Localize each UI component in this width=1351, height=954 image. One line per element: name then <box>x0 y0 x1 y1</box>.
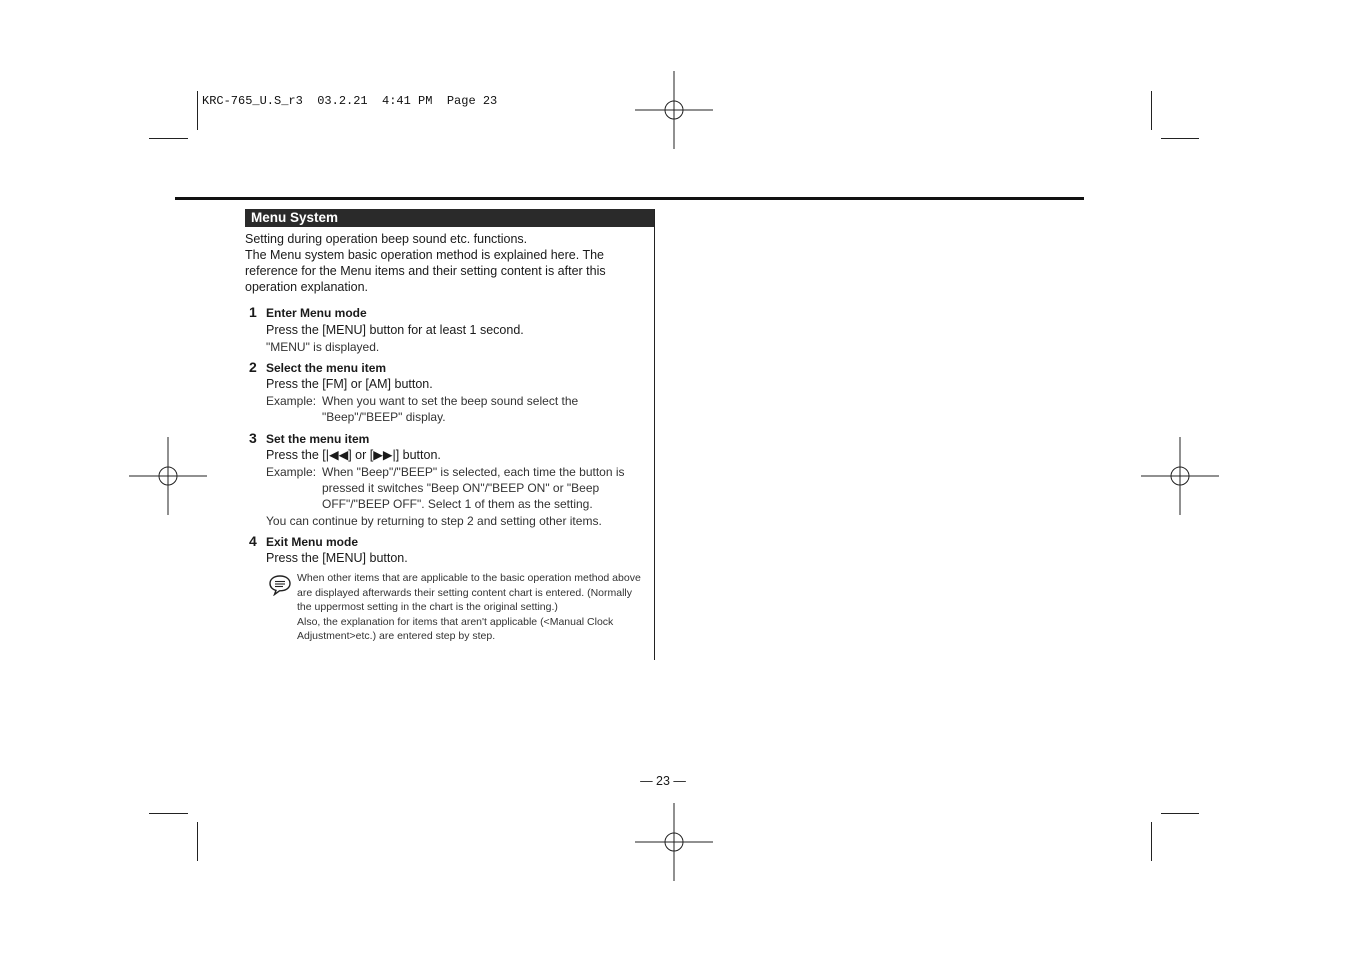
header-rule <box>175 197 1084 200</box>
crop-mark <box>197 822 198 861</box>
crop-mark <box>197 91 198 130</box>
step-instruction: Press the [MENU] button for at least 1 second. <box>266 323 524 337</box>
step-note: "MENU" is displayed. <box>266 340 380 354</box>
example-text: When "Beep"/"BEEP" is selected, each time the button is pressed it switches "Beep ON"/"BEEP ON" or "Beep OFF"/"BEEP OFF". Select 1 of them as the setting. <box>322 465 625 511</box>
page-number: — 23 — <box>640 774 686 788</box>
step-number: 4 <box>249 533 257 549</box>
step-number: 2 <box>249 359 257 375</box>
step-extra: You can continue by returning to step 2 and setting other items. <box>266 514 602 528</box>
crop-mark <box>1151 91 1152 130</box>
step-instruction: Press the [|◀◀] or [▶▶|] button. <box>266 448 441 462</box>
registration-mark-icon <box>1141 437 1219 515</box>
print-slug: KRC-765_U.S_r3 03.2.21 4:41 PM Page 23 <box>202 94 498 108</box>
step-title: Set the menu item <box>266 432 370 446</box>
example-label: Example: <box>266 394 317 408</box>
section-title: Menu System <box>245 209 654 227</box>
note-text <box>297 571 647 644</box>
step-title: Select the menu item <box>266 361 387 375</box>
step-number: 3 <box>249 430 257 446</box>
note-paragraph: Also, the explanation for items that aren't applicable (<Manual Clock Adjustment>etc.) are entered step by step. <box>297 615 614 643</box>
example-label: Example: <box>266 465 317 479</box>
step-instruction: Press the [MENU] button. <box>266 551 408 565</box>
note-icon <box>268 574 292 596</box>
note-paragraph: When other items that are applicable to the basic operation method above are displayed afterwards their setting content chart is entered. (Normally the uppermost setting in the chart is the original setting.) <box>297 572 641 614</box>
column-border <box>654 209 655 660</box>
crop-mark <box>149 813 188 814</box>
example-text: When you want to set the beep sound select the "Beep"/"BEEP" display. <box>322 394 579 424</box>
step-title: Exit Menu mode <box>266 535 359 549</box>
step-title: Enter Menu mode <box>266 306 367 320</box>
intro-line: Setting during operation beep sound etc. functions. <box>245 232 528 246</box>
step-instruction: Press the [FM] or [AM] button. <box>266 377 433 391</box>
registration-mark-icon <box>635 71 713 149</box>
intro-text <box>245 231 647 295</box>
crop-mark <box>149 138 188 139</box>
registration-mark-icon <box>129 437 207 515</box>
crop-mark <box>1161 813 1199 814</box>
crop-mark <box>1161 138 1199 139</box>
intro-line: The Menu system basic operation method is explained here. The reference for the Menu items and their setting content is after this operation explanation. <box>245 248 606 294</box>
registration-mark-icon <box>635 803 713 881</box>
crop-mark <box>1151 822 1152 861</box>
step-number: 1 <box>249 304 257 320</box>
